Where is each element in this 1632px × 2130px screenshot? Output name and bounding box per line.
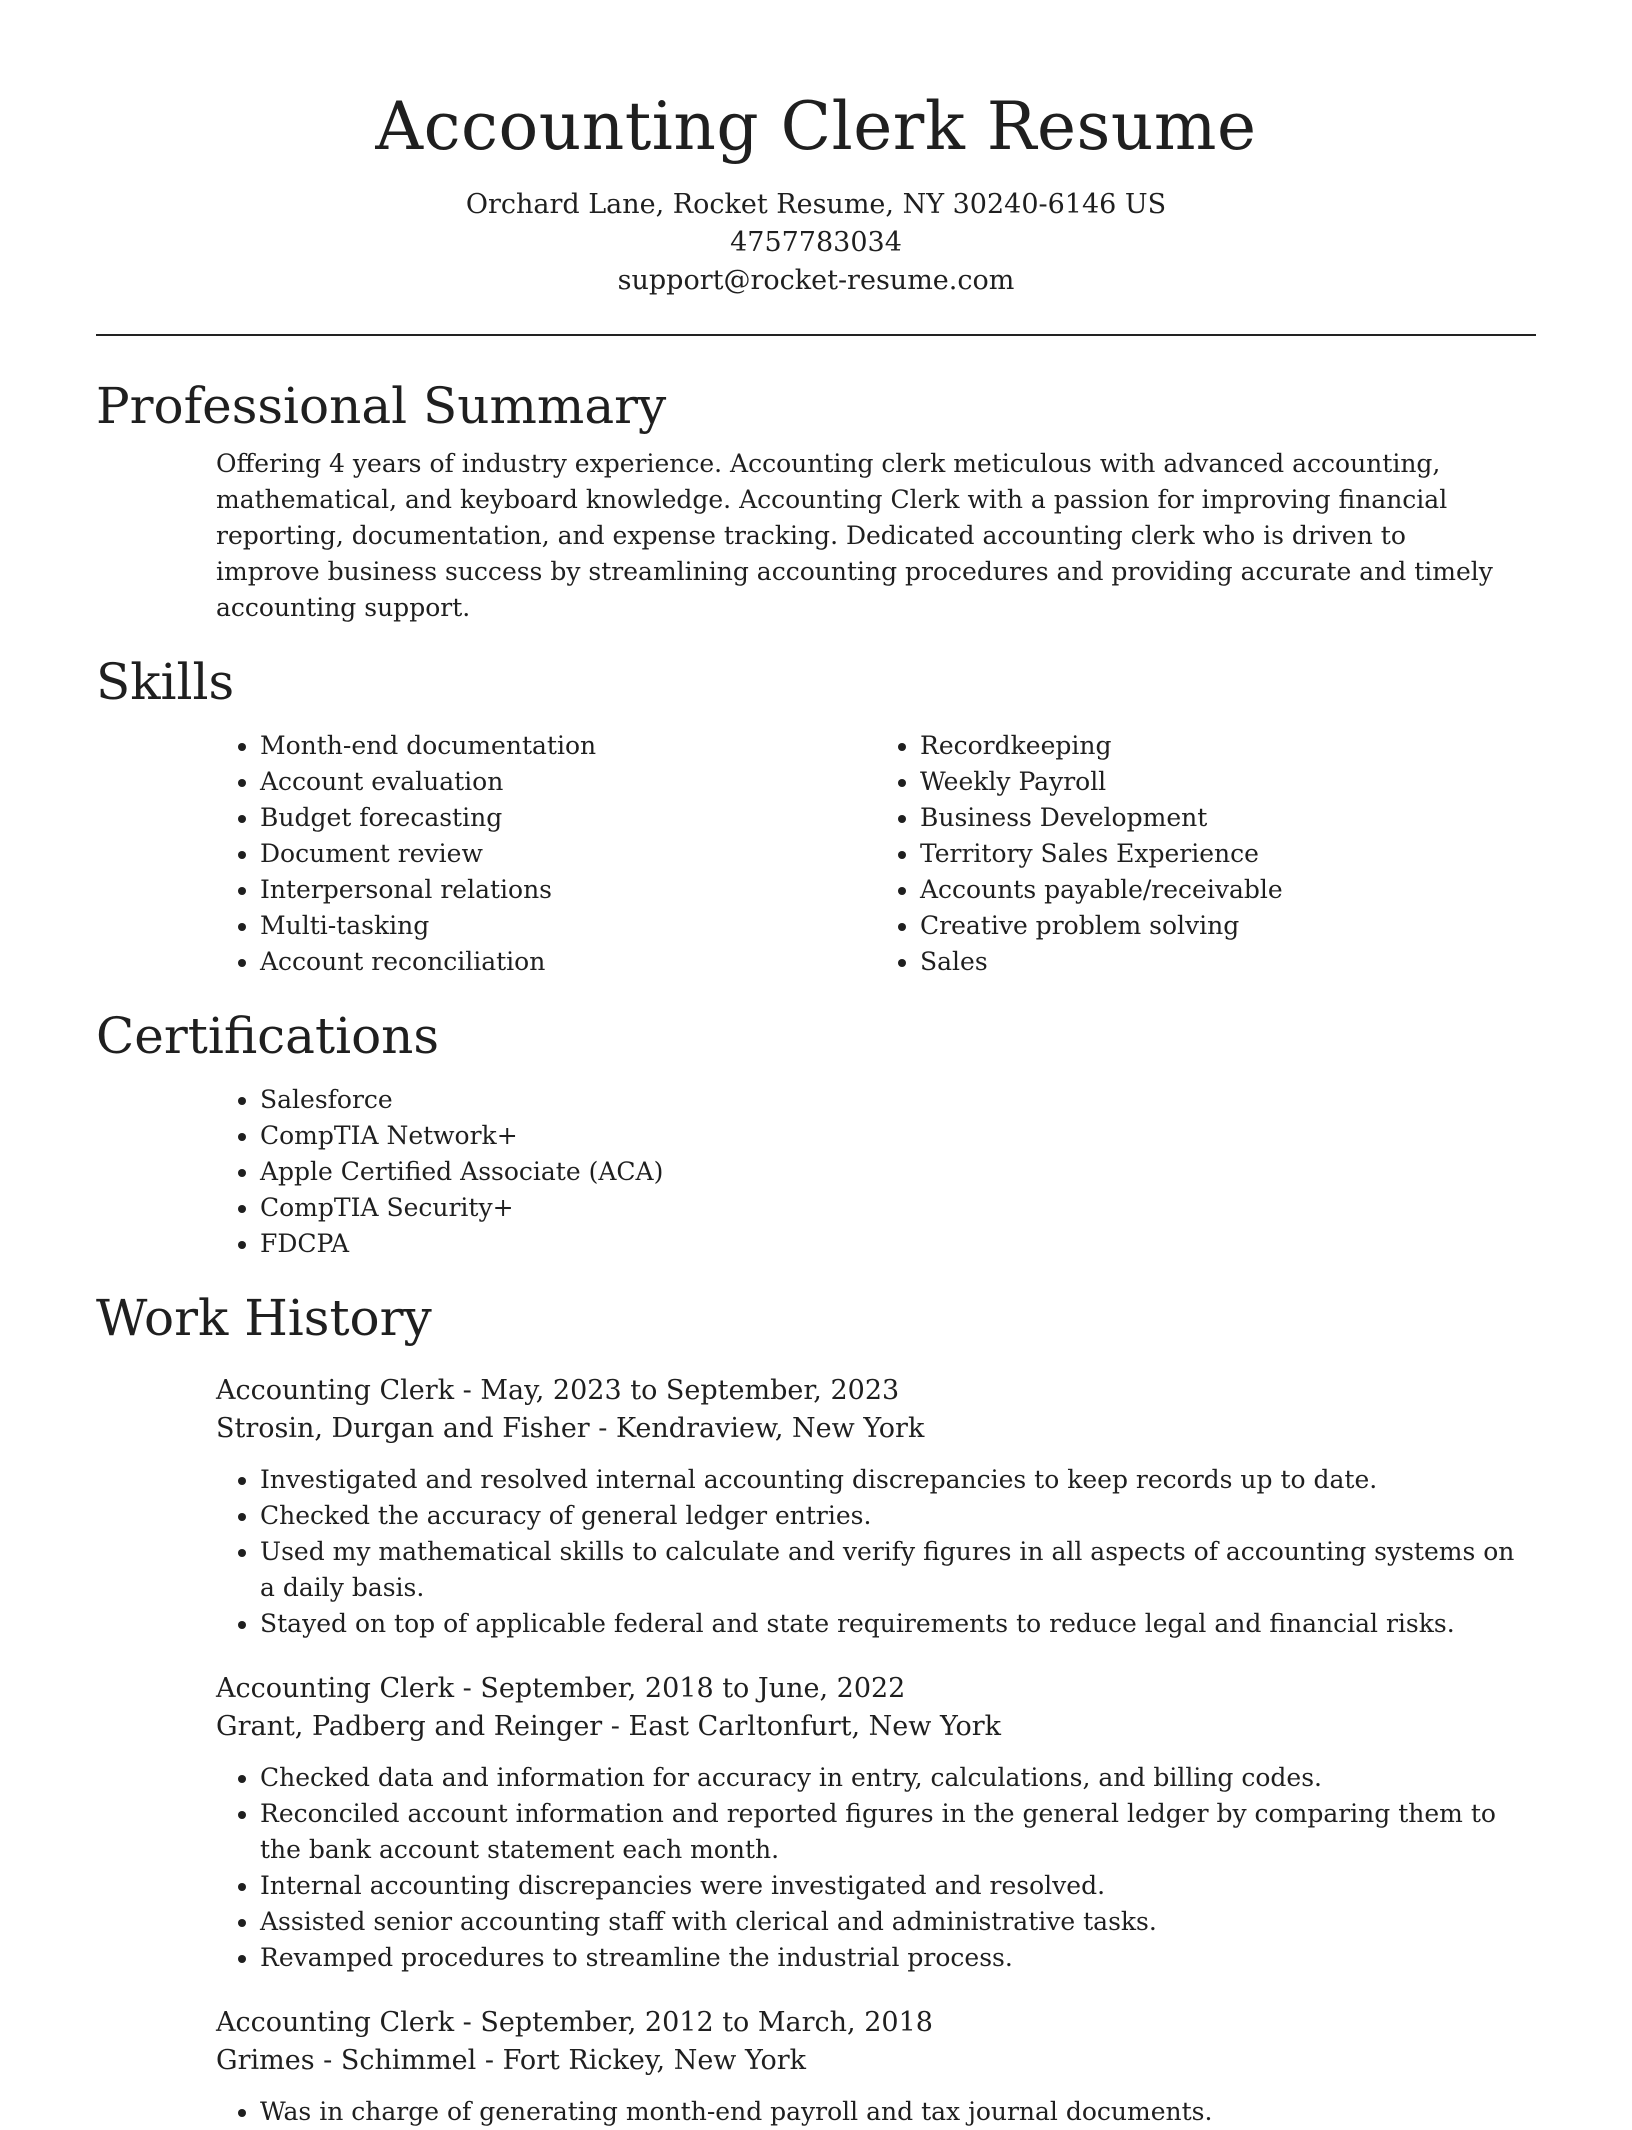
job-company-line: [216, 2042, 1536, 2080]
job-entry: [216, 1670, 1536, 1976]
job-location: - Kendraview, New York: [589, 1413, 925, 1444]
job-duties-list: [216, 2094, 1536, 2130]
job-duty-item: • Reconciled account information and reported figures in the general ledger by comparing them to the bank account statement each month.: [260, 1796, 1526, 1868]
job-title-line: [216, 1372, 1536, 1410]
job-duty-item: • Revamped procedures to streamline the industrial process.: [260, 1940, 1526, 1976]
job-role: Accounting Clerk: [216, 1673, 455, 1704]
contact-block: [96, 186, 1536, 300]
job-title-line: [216, 2004, 1536, 2042]
certification-item: • CompTIA Network+: [260, 1118, 1536, 1154]
header-divider: [96, 334, 1536, 336]
certifications-section: [96, 1004, 1536, 1262]
skill-item: • Sales: [920, 944, 1536, 980]
job-company-line: [216, 1708, 1536, 1746]
skill-item: • Territory Sales Experience: [920, 836, 1536, 872]
job-company-line: [216, 1410, 1536, 1448]
job-duties-list: [216, 1760, 1536, 1976]
skill-item: • Budget forecasting: [260, 800, 876, 836]
job-title-line: [216, 1670, 1536, 1708]
skill-item: • Document review: [260, 836, 876, 872]
skills-list-right: [876, 728, 1536, 980]
resume-page: [96, 0, 1536, 2130]
job-duty-item: • Internal accounting discrepancies were investigated and resolved.: [260, 1868, 1526, 1904]
job-entry: [216, 2004, 1536, 2130]
resume-title: Accounting Clerk Resume: [375, 88, 1257, 165]
skills-heading: Skills: [96, 653, 235, 711]
email-text: support@rocket-resume.com: [617, 265, 1015, 296]
job-dates: - September, 2012 to March, 2018: [454, 2007, 933, 2038]
job-duty-item: • Stayed on top of applicable federal and state requirements to reduce legal and financial risks.: [260, 1606, 1526, 1642]
job-role: Accounting Clerk: [216, 1375, 455, 1406]
work-history-section: [96, 1286, 1536, 2130]
job-duty-item: • Checked data and information for accuracy in entry, calculations, and billing codes.: [260, 1760, 1526, 1796]
job-entry: [216, 1372, 1536, 1642]
job-duty-item: • Was in charge of generating month-end payroll and tax journal documents.: [260, 2094, 1526, 2130]
job-company: Grimes - Schimmel: [216, 2045, 477, 2076]
skill-item: • Interpersonal relations: [260, 872, 876, 908]
job-duty-item: • Checked the accuracy of general ledger entries.: [260, 1498, 1526, 1534]
summary-paragraph: Offering 4 years of industry experience. Accounting clerk meticulous with advanced accounting, mathematical, and keyboard knowledge. Accounting Clerk with a passion for improving financial reporting, documentation, and expense tracking. Dedicated accounting clerk who is driven to improve business success by streamlining accounting procedures and providing accurate and timely accounting support.: [216, 449, 1493, 622]
job-duty-item: • Assisted senior accounting staff with clerical and administrative tasks.: [260, 1904, 1526, 1940]
skills-section: [96, 650, 1536, 980]
job-duty-item: • Used my mathematical skills to calculate and verify figures in all aspects of accounting systems on a daily basis.: [260, 1534, 1526, 1606]
skill-item: • Recordkeeping: [920, 728, 1536, 764]
phone-text: 4757783034: [730, 227, 902, 258]
certification-item: • CompTIA Security+: [260, 1190, 1536, 1226]
skill-item: • Accounts payable/receivable: [920, 872, 1536, 908]
job-duty-item: • Investigated and resolved internal accounting discrepancies to keep records up to date.: [260, 1462, 1526, 1498]
job-role: Accounting Clerk: [216, 2007, 455, 2038]
address-text: Orchard Lane, Rocket Resume, NY 30240-6146 US: [465, 189, 1167, 220]
job-dates: - May, 2023 to September, 2023: [454, 1375, 900, 1406]
job-company: Grant, Padberg and Reinger: [216, 1711, 603, 1742]
skill-item: • Weekly Payroll: [920, 764, 1536, 800]
summary-section: [96, 374, 1536, 626]
skill-item: • Multi-tasking: [260, 908, 876, 944]
job-company: Strosin, Durgan and Fisher: [216, 1413, 590, 1444]
skills-columns: [216, 728, 1536, 980]
job-location: - Fort Rickey, New York: [476, 2045, 806, 2076]
work-history-heading: Work History: [96, 1289, 432, 1347]
skills-list-left: [216, 728, 876, 980]
skill-item: • Creative problem solving: [920, 908, 1536, 944]
resume-header: [96, 0, 1536, 300]
job-dates: - September, 2018 to June, 2022: [454, 1673, 906, 1704]
job-duties-list: [216, 1462, 1536, 1642]
skill-item: • Month-end documentation: [260, 728, 876, 764]
certification-item: • Apple Certified Associate (ACA): [260, 1154, 1536, 1190]
certification-item: • Salesforce: [260, 1082, 1536, 1118]
job-location: - East Carltonfurt, New York: [602, 1711, 1001, 1742]
skill-item: • Business Development: [920, 800, 1536, 836]
summary-heading: Professional Summary: [96, 377, 667, 435]
certifications-heading: Certifications: [96, 1007, 440, 1065]
certification-item: • FDCPA: [260, 1226, 1536, 1262]
skill-item: • Account reconciliation: [260, 944, 876, 980]
certifications-list: [216, 1082, 1536, 1262]
skill-item: • Account evaluation: [260, 764, 876, 800]
